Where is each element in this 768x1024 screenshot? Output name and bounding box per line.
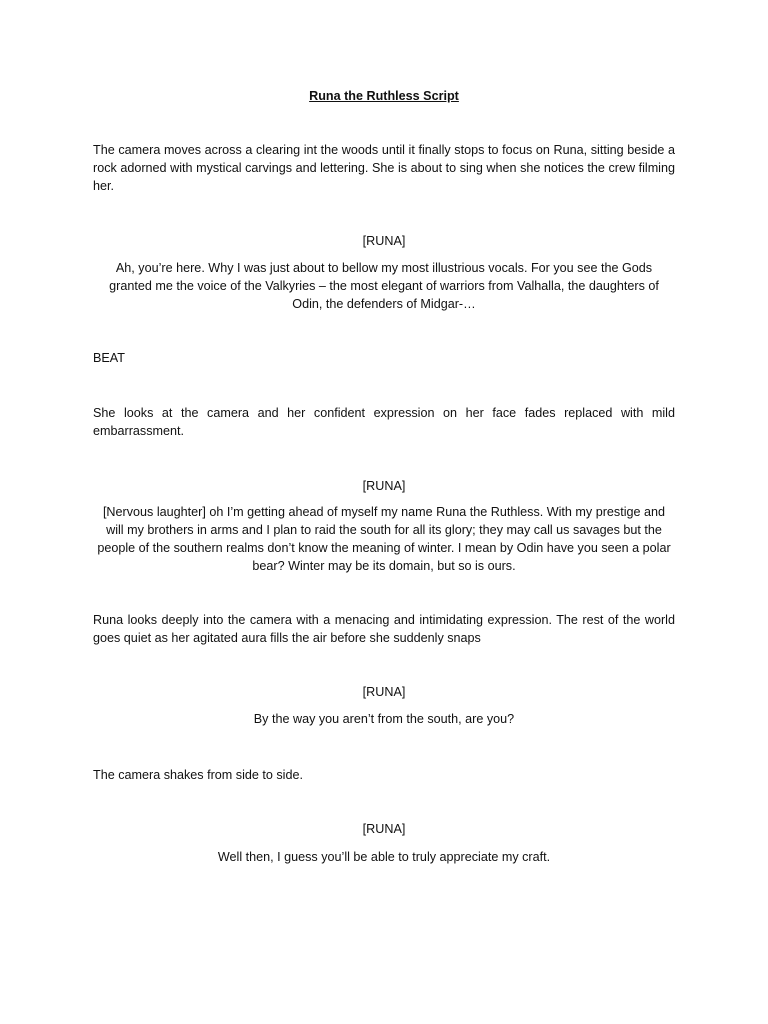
beat-direction: BEAT	[93, 351, 125, 365]
scene-description: The camera shakes from side to side.	[93, 768, 303, 782]
dialogue: Well then, I guess you’ll be able to truly appreciate my craft.	[217, 850, 551, 864]
scene-description: Runa looks deeply into the camera with a menacing and intimidating expression. The rest of the world goes quiet as her agitated aura fills the air before she suddenly snaps	[93, 613, 675, 645]
dialogue: Ah, you’re here. Why I was just about to bellow my most illustrious vocals. For you see the Gods granted me the voice of the Valkyries – the most elegant of warriors from Valhalla, the daughters of Odin, the defenders of Midgar-…	[109, 261, 659, 311]
dialogue: By the way you aren’t from the south, are you?	[253, 712, 515, 726]
character-name: [RUNA]	[362, 685, 406, 699]
character-name: [RUNA]	[362, 234, 406, 248]
scene-description: She looks at the camera and her confident expression on her face fades replaced with mild embarrassment.	[93, 406, 675, 438]
script-title: Runa the Ruthless Script	[309, 89, 459, 103]
scene-description: The camera moves across a clearing int the woods until it finally stops to focus on Runa, sitting beside a rock adorned with mystical carvings and lettering. She is about to sing when she notices the crew filming her.	[93, 143, 675, 193]
character-name: [RUNA]	[362, 822, 406, 836]
character-name: [RUNA]	[362, 479, 406, 493]
dialogue: [Nervous laughter] oh I’m getting ahead of myself my name Runa the Ruthless. With my prestige and will my brothers in arms and I plan to raid the south for all its glory; they may call us savages but the people of the southern realms don’t know the meaning of winter. I mean by Odin have you seen a polar bear? Winter may be its domain, but so is ours.	[97, 505, 671, 573]
